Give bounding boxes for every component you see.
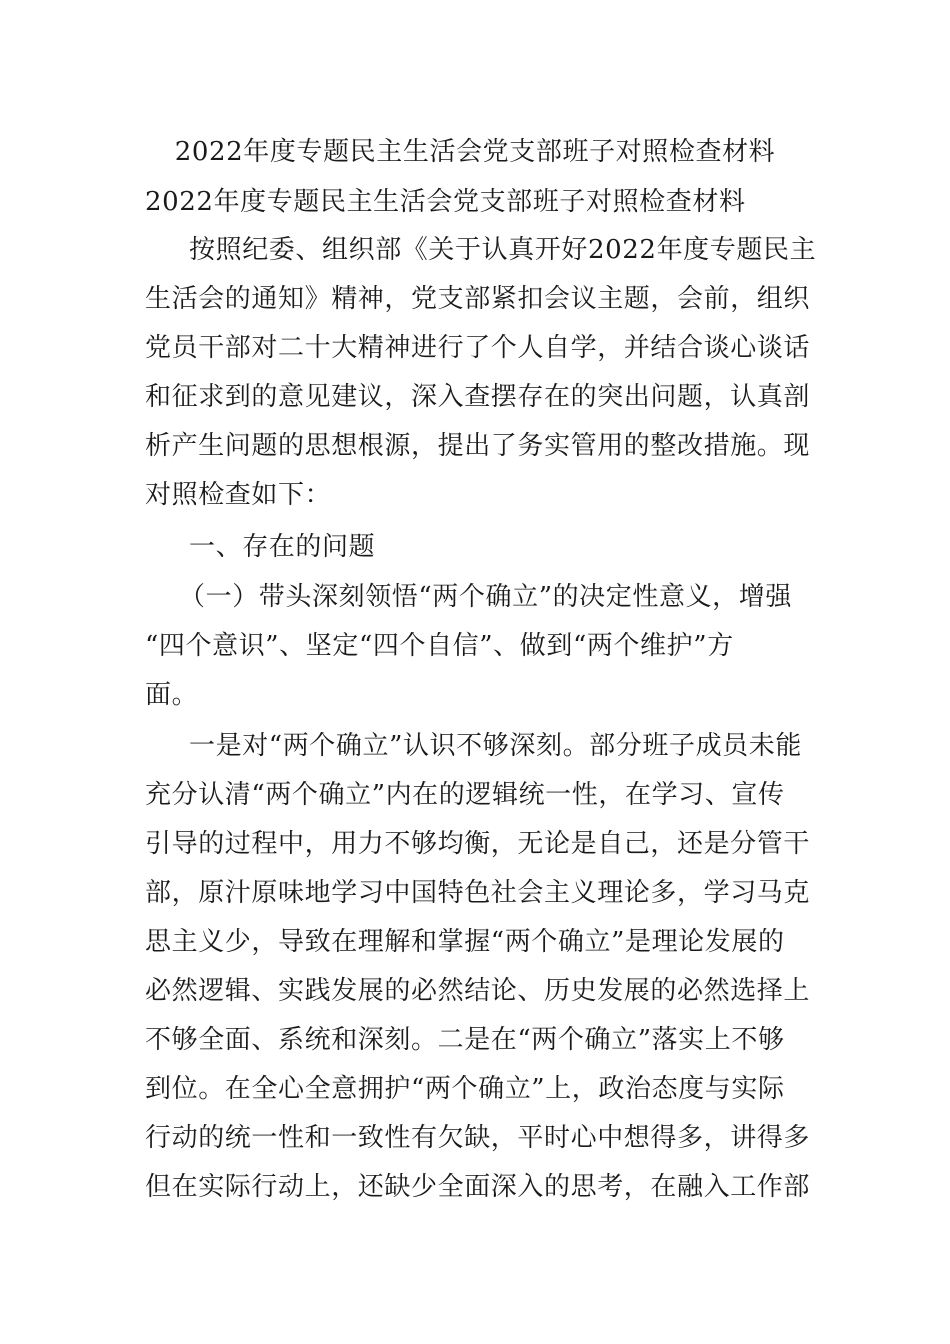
body-paragraph <box>145 722 811 1212</box>
paragraph-line: 思主义少，导致在理解和掌握“两个确立”是理论发展的 <box>145 927 785 957</box>
section-heading <box>145 523 805 572</box>
paragraph-line: 到位。在全心全意拥护“两个确立”上，政治态度与实际 <box>145 1074 785 1104</box>
subsection-line: 面。 <box>145 680 199 710</box>
paragraph-line: 不够全面、系统和深刻。二是在“两个确立”落实上不够 <box>145 1025 785 1055</box>
paragraph-line: 行动的统一性和一致性有欠缺，平时心中想得多，讲得多 <box>145 1123 811 1153</box>
paragraph-line: 一是对“两个确立”认识不够深刻。部分班子成员未能 <box>189 731 802 761</box>
paragraph-line: 充分认清“两个确立”内在的逻辑统一性，在学习、宣传 <box>145 780 785 810</box>
intro-line: 生活会的通知》精神，党支部紧扣会议主题，会前，组织 <box>145 284 811 314</box>
subsection-line: （一）带头深刻领悟“两个确立”的决定性意义，增强 <box>179 582 792 612</box>
intro-line: 析产生问题的思想根源，提出了务实管用的整改措施。现 <box>145 431 811 461</box>
document-title: 2022年度专题民主生活会党支部班子对照检查材料 <box>174 137 776 167</box>
intro-line: 对照检查如下： <box>145 480 332 510</box>
intro-line: 党员干部对二十大精神进行了个人自学，并结合谈心谈话 <box>145 333 811 363</box>
intro-paragraph <box>145 226 817 520</box>
paragraph-line: 引导的过程中，用力不够均衡，无论是自己，还是分管干 <box>145 829 811 859</box>
subsection-heading <box>145 573 805 720</box>
document-subtitle: 2022年度专题民主生活会党支部班子对照检查材料 <box>145 187 746 217</box>
section-heading-text: 一、存在的问题 <box>189 532 376 562</box>
subsection-line: “四个意识”、坚定“四个自信”、做到“两个维护”方 <box>145 631 734 661</box>
intro-line: 和征求到的意见建议，深入查摆存在的突出问题，认真剖 <box>145 382 811 412</box>
intro-line: 按照纪委、组织部《关于认真开好2022年度专题民主 <box>189 235 817 265</box>
paragraph-line: 部，原汁原味地学习中国特色社会主义理论多，学习马克 <box>145 878 811 908</box>
paragraph-line: 必然逻辑、实践发展的必然结论、历史发展的必然选择上 <box>145 976 811 1006</box>
paragraph-line: 但在实际行动上，还缺少全面深入的思考，在融入工作部 <box>145 1172 811 1202</box>
